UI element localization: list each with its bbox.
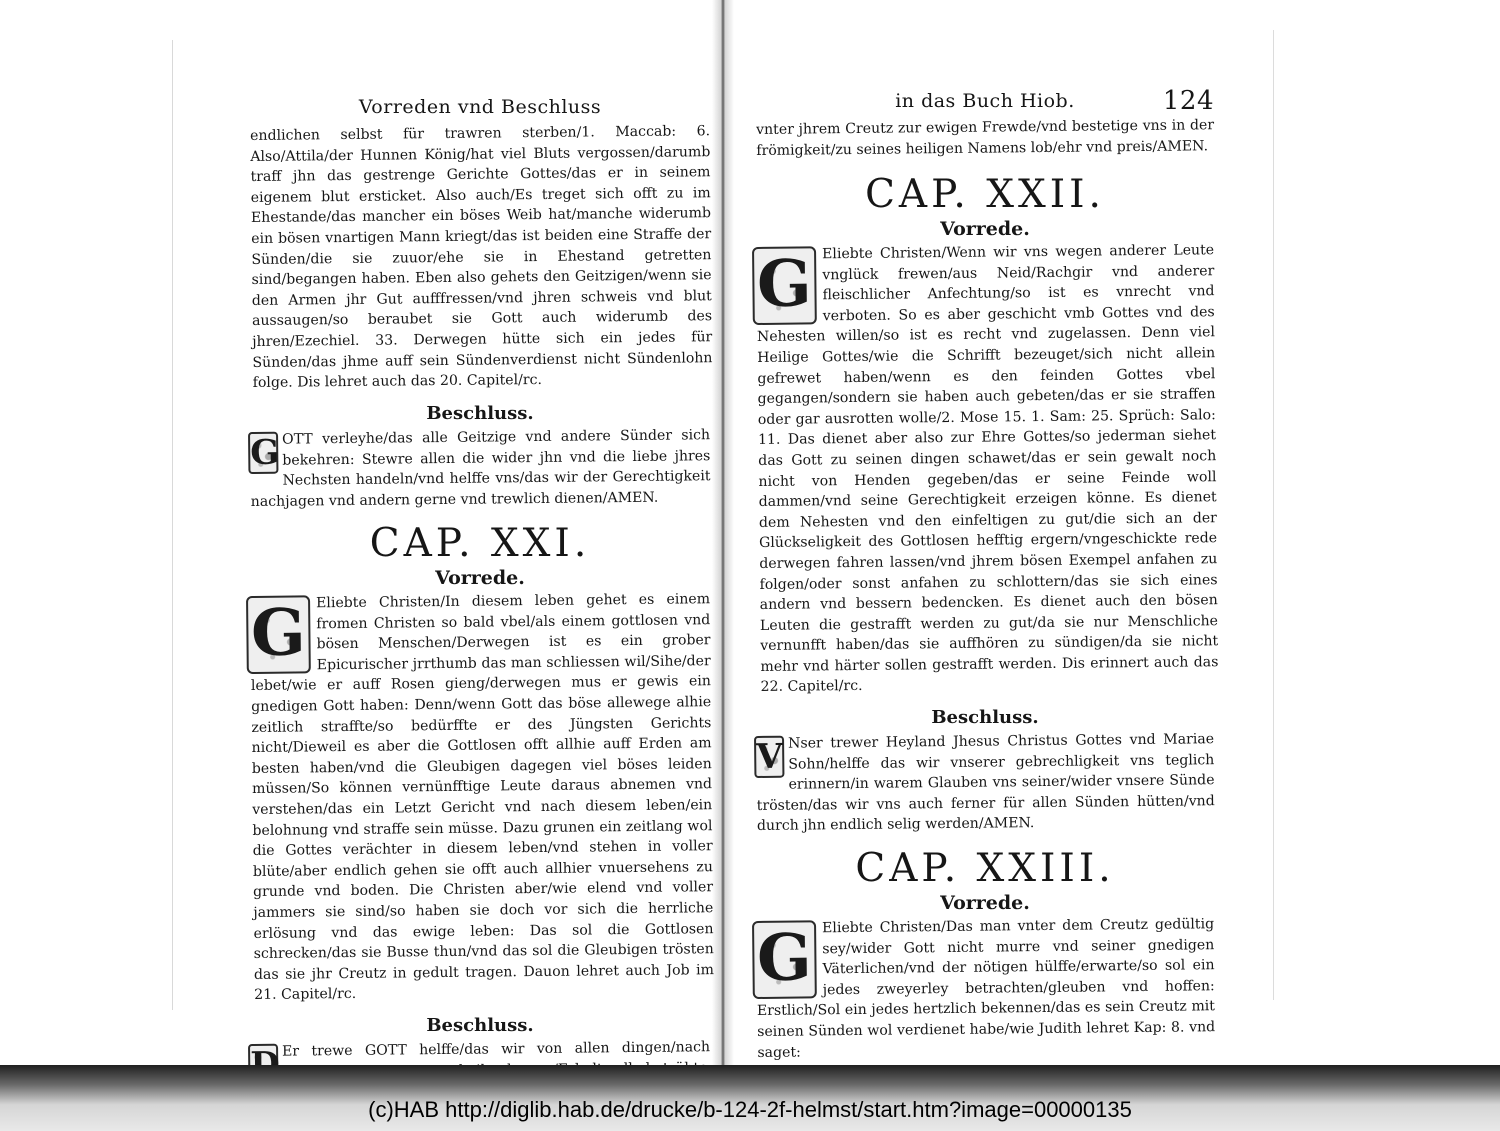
left-beschluss-text-2: Er trewe GOTT helffe/das wir von allen dingen/nach bbox=[282, 1039, 711, 1060]
left-page bbox=[250, 96, 715, 1099]
left-beschluss-paragraph-1 bbox=[250, 425, 711, 512]
right-beschluss-heading: Beschluss. bbox=[931, 707, 1039, 729]
right-beschluss-paragraph bbox=[756, 729, 1215, 837]
left-vorrede-paragraph bbox=[250, 589, 714, 1006]
right-vorrede-heading-1: Vorrede. bbox=[940, 218, 1030, 241]
right-vorrede-paragraph-1 bbox=[756, 240, 1219, 698]
left-beschluss-heading-2: Beschluss. bbox=[426, 1014, 534, 1036]
left-running-head: Vorreden vnd Beschluss bbox=[358, 96, 602, 118]
right-intro-paragraph: vnter jhrem Creutz zur ewigen Frewde/vnd bestetige vns in der frömigkeit/zu seines heiligen Namens lob/ehr vnd preis/AMEN. bbox=[756, 117, 1215, 159]
left-vorrede-heading: Vorrede. bbox=[435, 567, 525, 590]
right-vorrede-text-1: Eliebte Christen/Wenn wir vns wegen anderer Leute vnglück frewen/aus Neid/Rachgir vnd anderer fleischlicher Anfechtung/so ist es vnrecht vnd verboten. So es aber geschicht vmb Gottes vnd des Nehesten willen/so ist es recht vnd zugelassen. Denn viel Heilige Gottes/wie die Schrifft bezeuget/sich nicht allein gefrewet haben/wenn es den feinden Gottes vbel gegangen/sondern sie haben auch gebeten/das er sie straffen oder gar ausrotten wolle/2. Mose 15. 1. Sam: 25. Sprüch: Salo: 11. Das dienet aber also zur Ehre Gottes/so jederman siehet das Gott zu seinen dingen schawet/das er sein gewalt noch nicht von Henden gegeben/das er seine Feinde woll dammen/vnd seine Gerechtigkeit erzeigen könne. Es dienet dem Nehesten vnd den einfeltigen zu gut/die sich an der Glückseligkeit des Gottlosen hefftig ergern/vngeschickte rede derwegen fahren lassen/vnd jhrem bösen Exempel anfahen zu folgen/oder sonst anfahen zu schlottern/das sie sich eines andern vnd bessern bedencken. Es dienet auch den bösen Leuten die gestrafft werden zu gut/da sie nur Menschliche vernunfft haben/das sie auffhören zu sündigen/da sie nicht mehr vnd härter sollen gestrafft werden. Dis erinnert auch das 22. Capitel/rc. bbox=[756, 242, 1219, 696]
left-page-edge bbox=[172, 40, 173, 1010]
copyright-credit: (c)HAB http://diglib.hab.de/drucke/b-124-2f-helmst/start.htm?image=00000135 bbox=[368, 1097, 1132, 1122]
left-beschluss-heading-1: Beschluss. bbox=[426, 402, 534, 424]
decorated-initial: G bbox=[246, 595, 311, 674]
left-beschluss-text-1: OTT verleyhe/das alle Geitzige vnd andere Sünder sich bekehren: Stewre allen die wider jhn vnd die liebe jhres Nechsten handeln/vnd helffe vns/das wir der Gerechtigkeit nachjagen vnd andern gerne vnd trewlich dienen/AMEN. bbox=[250, 426, 711, 510]
right-page bbox=[756, 86, 1219, 1081]
decorated-initial: V bbox=[754, 736, 784, 778]
right-vorrede-text-2: Eliebte Christen/Das man vnter dem Creutz gedültig sey/wider Gott nicht murre vnd seiner gnedigen Väterlichen/vnd der nötigen hülffe/erwarte/so sol ein jedes zweyerley betrachten/gleuben vnd hoffen: Erstlich/Sol ein jedes hertzlich bekennen/das es sein Creutz mit seinen Sünden wol verdienet habe/wie Judith lehret Kap: 8. vnd saget: bbox=[756, 916, 1216, 1061]
left-intro-paragraph: endlichen selbst für trawren sterben/1. Maccab: 6. Also/Attila/der Hunnen König/hat viel Bluts vergossen/darumb traff jhn das gestrenge Gerichte Gottes/das er in seinem eigenem blut ersticket. Also auch/Es treget sich offt zu im Ehestande/das mancher ein böses Weib hat/manche widerumb ein bösen vnartigen Mann kriegt/das ist beiden eine Straffe der Sünden/die sie zuuor/ehe sie in Ehestand getretten sind/begangen haben. Eben also gehets den Geitzigen/wenn sie den Armen jhr Gut aufffressen/vnd jhren schweis vnd blut aussaugen/so beraubet sie Gott auch widerumb des jhren/Ezechiel. 33. Derwegen hütte sich ein jedes für Sünden/das jhme auff sein Sündenverdienst nicht Sündenlohn folge. Dis lehret auch das 20. Capitel/rc. bbox=[250, 123, 713, 392]
right-beschluss-text: Nser trewer Heyland Jhesus Christus Gottes vnd Mariae Sohn/helffe das wir vnserer gebrechligkeit vns teglich erinnern/in warem Glauben vns seiner/wider vnsere Sünde trösten/das wir vns auch ferner für allen Sünden hütten/vnd durch jhn endlich selig werden/AMEN. bbox=[756, 731, 1215, 835]
chapter-title-xxiii: CAP. XXIII. bbox=[855, 846, 1115, 892]
chapter-title-xxii: CAP. XXII. bbox=[865, 172, 1105, 218]
decorated-initial: G bbox=[248, 431, 278, 473]
decorated-initial: G bbox=[752, 921, 817, 1000]
page-number: 124 bbox=[1162, 86, 1214, 116]
right-vorrede-paragraph-2 bbox=[756, 914, 1215, 1063]
book-gutter bbox=[712, 0, 734, 1065]
right-page-edge bbox=[1273, 30, 1274, 1000]
left-vorrede-text: Eliebte Christen/In diesem leben gehet es einem fromen Christen so bald vbel/als einem gottlosen vnd bösen Menschen/Derwegen ist es ein grober Epicurischer jrrthumb das man schliessen wil/Sihe/der lebet/wie er auff Rosen gieng/derwegen mus er gewis ein gnedigen Gott haben: Denn/wenn Gott das böse allewege alhie zeitlich straffte/so bedürffte er des Jüngsten Gerichts nicht/Dieweil es aber die Gottlosen offt allhie auff Erden am besten haben/vnd die Gleubigen dagegen viel böses leiden müssen/So können vernünfftige Leute daraus abnemen vnd verstehen/das ein Letzt Gericht vnd nach diesem leben/ein belohnung vnd straffe sein müsse. Dazu grunen ein zeitlang wol die Gottes verächter in diesem leben/vnd stehen in voller blüte/aber endlich gehen sie offt auch allhier vnuersehens zu grunde vnd boden. Die Christen aber/wie elend vnd voller jammers sie sind/so haben sie doch vor sich die herrliche erlösung vnd das ewige leben: Das sol die Gottlosen schrecken/das sie Busse thun/vnd das sol die Gleubigen trösten das sie jhr Creutz in gedult tragen. Dauon lehret auch Job im 21. Capitel/rc. bbox=[250, 591, 715, 1004]
chapter-title-xxi: CAP. XXI. bbox=[369, 521, 591, 567]
right-running-title: in das Buch Hiob. bbox=[895, 90, 1075, 112]
right-vorrede-heading-2: Vorrede. bbox=[940, 892, 1030, 915]
decorated-initial: G bbox=[752, 247, 817, 326]
